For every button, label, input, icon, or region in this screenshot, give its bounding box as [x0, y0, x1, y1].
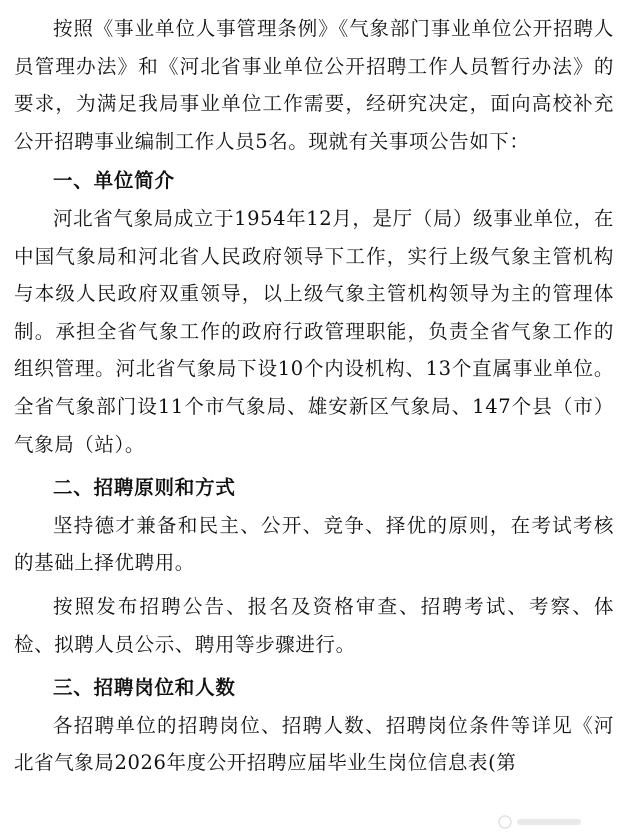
- section-heading-principles: 二、招聘原则和方式: [53, 476, 236, 500]
- document-page: [14, 10, 614, 782]
- intro-paragraph: 按照《事业单位人事管理条例》《气象部门事业单位公开招聘人员管理办法》和《河北省事业单位公开招聘工作人员暂行办法》的要求，为满足我局事业单位工作需要，经研究决定，面向高校补充公开招聘事业编制工作人员5名。现就有关事项公告如下：: [14, 17, 614, 153]
- principles-paragraph: 坚持德才兼备和民主、公开、竞争、择优的原则，在考试考核的基础上择优聘用。: [14, 513, 614, 575]
- positions-paragraph: 各招聘单位的招聘岗位、招聘人数、招聘岗位条件等详见《河北省气象局2026年度公开招聘应届毕业生岗位信息表(第: [14, 713, 614, 775]
- section-heading-positions: 三、招聘岗位和人数: [53, 676, 236, 700]
- section-heading-unit-intro: 一、单位简介: [53, 169, 175, 193]
- procedure-paragraph: 按照发布招聘公告、报名及资格审查、招聘考试、考察、体检、拟聘人员公示、聘用等步骤进行。: [14, 594, 614, 656]
- watermark-logo-icon: [497, 814, 587, 830]
- unit-intro-paragraph: 河北省气象局成立于1954年12月，是厅（局）级事业单位，在中国气象局和河北省人民政府领导下工作，实行上级气象主管机构与本级人民政府双重领导，以上级气象主管机构领导为主的管理体制。承担全省气象工作的政府行政管理职能，负责全省气象工作的组织管理。河北省气象局下设10个内设机构、13个直属事业单位。全省气象部门设11个市气象局、雄安新区气象局、147个县（市）气象局（站）。: [14, 206, 614, 456]
